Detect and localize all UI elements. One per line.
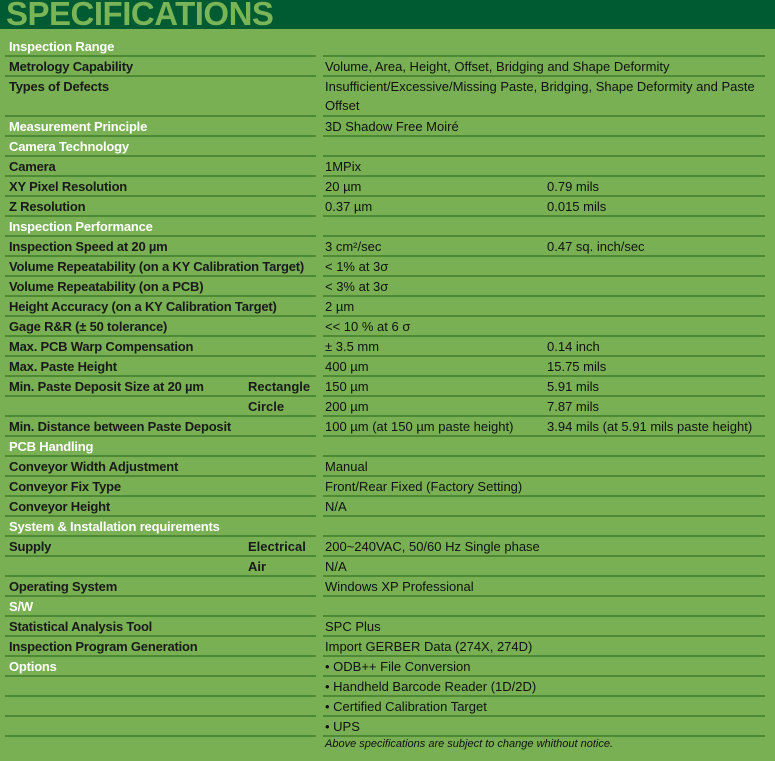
spec-value: < 3% at 3σ <box>325 279 389 294</box>
spec-row <box>0 237 775 257</box>
spec-row <box>0 77 775 117</box>
spec-label: Metrology Capability <box>9 59 133 74</box>
spec-value-imperial: 0.14 inch <box>547 339 600 354</box>
spec-label: Gage R&R (± 50 tolerance) <box>9 319 168 334</box>
spec-row <box>0 637 775 657</box>
spec-value-imperial: 0.79 mils <box>547 179 600 194</box>
spec-value: 20 µm <box>325 179 362 194</box>
spec-row <box>0 717 775 737</box>
spec-label: Options <box>9 659 57 674</box>
spec-label: Inspection Program Generation <box>9 639 198 654</box>
spec-value: Insufficient/Excessive/Missing Paste, Bridging, Shape Deformity and Paste Offset <box>325 79 755 113</box>
spec-label: Z Resolution <box>9 199 86 214</box>
spec-value-imperial: 15.75 mils <box>547 359 607 374</box>
spec-value: 3D Shadow Free Moiré <box>325 119 459 134</box>
section-header-row <box>0 217 775 237</box>
spec-value: Import GERBER Data (274X, 274D) <box>325 639 533 654</box>
spec-row <box>0 377 775 397</box>
spec-label: Inspection Range <box>9 39 115 54</box>
spec-row <box>0 297 775 317</box>
spec-sublabel: Air <box>248 559 267 574</box>
spec-value: • UPS <box>325 719 360 734</box>
spec-value: • Certified Calibration Target <box>325 699 487 714</box>
spec-value: • ODB++ File Conversion <box>325 659 471 674</box>
spec-row <box>0 177 775 197</box>
section-header-row <box>0 37 775 57</box>
spec-row <box>0 537 775 557</box>
spec-label: Camera <box>9 159 56 174</box>
spec-value: N/A <box>325 559 347 574</box>
spec-value: 2 µm <box>325 299 355 314</box>
disclaimer-note: Above specifications are subject to change whithout notice. <box>325 738 614 750</box>
spec-value: 1MPix <box>325 159 362 174</box>
spec-label: Volume Repeatability (on a PCB) <box>9 279 204 294</box>
spec-row <box>0 257 775 277</box>
row-divider <box>5 735 316 737</box>
spec-value: 150 µm <box>325 379 369 394</box>
spec-row <box>0 677 775 697</box>
spec-value-imperial: 5.91 mils <box>547 379 600 394</box>
spec-row <box>0 457 775 477</box>
section-header-row <box>0 597 775 617</box>
spec-row <box>0 477 775 497</box>
spec-value: 400 µm <box>325 359 369 374</box>
spec-label: Camera Technology <box>9 139 129 154</box>
spec-label: Inspection Performance <box>9 219 153 234</box>
spec-label: Statistical Analysis Tool <box>9 619 153 634</box>
spec-label: Max. PCB Warp Compensation <box>9 339 194 354</box>
spec-value-imperial: 0.015 mils <box>547 199 607 214</box>
spec-label: Conveyor Width Adjustment <box>9 459 179 474</box>
spec-label: Conveyor Fix Type <box>9 479 121 494</box>
section-header-row <box>0 657 775 677</box>
spec-row <box>0 417 775 437</box>
spec-row <box>0 57 775 77</box>
spec-label: Measurement Principle <box>9 119 148 134</box>
spec-value: Front/Rear Fixed (Factory Setting) <box>325 479 523 494</box>
spec-value: • Handheld Barcode Reader (1D/2D) <box>325 679 537 694</box>
spec-sublabel: Circle <box>248 399 285 414</box>
spec-value: << 10 % at 6 σ <box>325 319 411 334</box>
spec-value: Volume, Area, Height, Offset, Bridging and Shape Deformity <box>325 59 670 74</box>
spec-sublabel: Rectangle <box>248 379 311 394</box>
spec-row <box>0 197 775 217</box>
spec-label: Inspection Speed at 20 µm <box>9 239 168 254</box>
spec-value: N/A <box>325 499 347 514</box>
spec-label: Height Accuracy (on a KY Calibration Target) <box>9 299 277 314</box>
spec-label: Operating System <box>9 579 118 594</box>
spec-value: 3 cm²/sec <box>325 239 382 254</box>
spec-row <box>0 317 775 337</box>
spec-label: Types of Defects <box>9 79 109 94</box>
spec-row <box>0 277 775 297</box>
spec-sublabel: Electrical <box>248 539 306 554</box>
section-header-row <box>0 517 775 537</box>
spec-row <box>0 577 775 597</box>
spec-value: 200 µm <box>325 399 369 414</box>
spec-value: 0.37 µm <box>325 199 373 214</box>
spec-label: Supply <box>9 539 52 554</box>
spec-value-imperial: 7.87 mils <box>547 399 600 414</box>
spec-row <box>0 357 775 377</box>
spec-label: PCB Handling <box>9 439 94 454</box>
spec-label: Min. Distance between Paste Deposit <box>9 419 232 434</box>
spec-value: Windows XP Professional <box>325 579 474 594</box>
spec-table <box>0 37 775 737</box>
spec-label: Conveyor Height <box>9 499 111 514</box>
spec-label: Max. Paste Height <box>9 359 117 374</box>
spec-row <box>0 157 775 177</box>
spec-row <box>0 557 775 577</box>
spec-value: ± 3.5 mm <box>325 339 380 354</box>
section-header-row <box>0 117 775 137</box>
spec-value: 100 µm (at 150 µm paste height) <box>325 419 514 434</box>
spec-value: SPC Plus <box>325 619 381 634</box>
page-title: SPECIFICATIONS <box>6 0 274 29</box>
spec-row <box>0 617 775 637</box>
spec-value-imperial: 3.94 mils (at 5.91 mils paste height) <box>547 419 753 434</box>
spec-value: < 1% at 3σ <box>325 259 389 274</box>
section-header-row <box>0 137 775 157</box>
spec-row <box>0 397 775 417</box>
section-header-row <box>0 437 775 457</box>
spec-row <box>0 337 775 357</box>
spec-value: Manual <box>325 459 368 474</box>
spec-value-imperial: 0.47 sq. inch/sec <box>547 239 645 254</box>
spec-row <box>0 697 775 717</box>
spec-label: Min. Paste Deposit Size at 20 µm <box>9 379 204 394</box>
spec-label: System & Installation requirements <box>9 519 220 534</box>
spec-label: Volume Repeatability (on a KY Calibration Target) <box>9 259 305 274</box>
header-banner <box>0 0 775 29</box>
row-divider <box>323 735 765 737</box>
spec-label: XY Pixel Resolution <box>9 179 128 194</box>
spec-row <box>0 497 775 517</box>
spec-value: 200~240VAC, 50/60 Hz Single phase <box>325 539 540 554</box>
spec-label: S/W <box>9 599 33 614</box>
